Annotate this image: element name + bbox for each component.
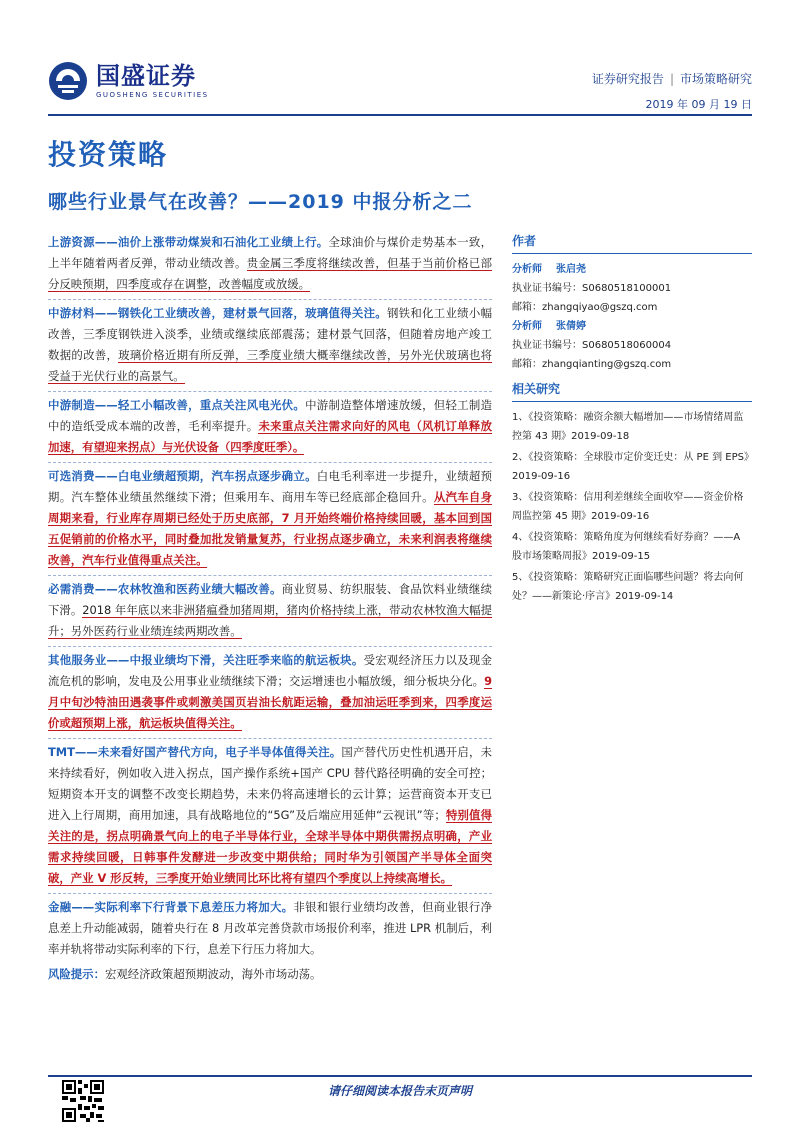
paragraph-text: 非银和银行业绩均改善，但商业银行净息差上升动能减弱，随着央行在 8 月改革完善贷款市场报价利率，推进 LPR 机制后，利率并轨将带动实际利率的下行，息差下行压力将加大。 xyxy=(48,900,492,956)
report-type: 证券研究报告 xyxy=(591,72,664,86)
report-type-line: 证券研究报告 | 市场策略研究 xyxy=(591,72,752,86)
author-block xyxy=(512,317,752,374)
paragraph-text: 钢铁和化工业绩小幅改善，三季度钢铁进入淡季，业绩或继续底部震荡；建材景气回落，但随着房地产竣工数据的改善， xyxy=(48,306,492,362)
footer-divider xyxy=(48,1075,752,1077)
related-list xyxy=(512,408,752,606)
paragraph-lead: 必需消费——农林牧渔和医药业绩大幅改善。 xyxy=(48,582,282,596)
paragraph-text: 商业贸易、纺织服装、食品饮料业绩继续下滑。 xyxy=(48,582,492,617)
related-item[interactable]: 2、《投资策略：全球股市定价变迁史：从 PE 到 EPS》2019-09-16 xyxy=(512,452,749,482)
report-title: 哪些行业景气在改善？——2019 中报分析之二 xyxy=(48,191,473,213)
analysis-paragraph xyxy=(48,964,492,985)
paragraph-underlined: 玻璃价格近期有所反弹，三季度业绩大概率继续改善，另外光伏玻璃也将受益于光伏行业的高景气。 xyxy=(48,348,492,383)
logo-name-en: GUOSHENG SECURITIES xyxy=(96,91,209,99)
related-item[interactable]: 4、《投资策略：策略角度为何继续看好券商？——A 股市场策略周报》2019-09-15 xyxy=(512,532,741,562)
author-block xyxy=(512,260,752,317)
paragraph-divider xyxy=(48,391,492,392)
paragraph-lead: 可选消费——白电业绩超预期，汽车拐点逐步确立。 xyxy=(48,469,317,483)
author-email[interactable]: 邮箱：zhangqiyao@gszq.com xyxy=(512,302,658,313)
analysis-paragraph xyxy=(48,466,492,571)
paragraph-divider xyxy=(48,462,492,463)
paragraph-highlight: 9 月中旬沙特油田遇袭事件或刺激美国页岩油长航距运输，叠加油运旺季到来，四季度运价或超预期上涨，航运板块值得关注。 xyxy=(48,674,492,730)
paragraph-highlight: 未来重点关注需求向好的风电（风机订单释放加速，有望迎来拐点）与光伏设备（四季度旺季）。 xyxy=(48,419,492,454)
main-content xyxy=(48,232,492,989)
footer-disclaimer: 请仔细阅读本报告末页声明 xyxy=(327,1084,472,1098)
paragraph-lead: TMT——未来看好国产替代方向，电子半导体值得关注。 xyxy=(48,745,342,759)
report-category-title: 投资策略 xyxy=(48,138,169,171)
analysis-paragraph xyxy=(48,395,492,458)
paragraph-text: 中游制造整体增速放缓，但轻工制造中的造纸受成本端的改善，毛利率提升。 xyxy=(48,398,492,433)
paragraph-underlined: 贵金属三季度将继续改善，但基于当前价格已部分反映预期，四季度或存在调整，改善幅度或放缓。 xyxy=(48,256,492,291)
paragraph-underlined: 2018 年年底以来非洲猪瘟叠加猪周期，猪肉价格持续上涨，带动农林牧渔大幅提升；另外医药行业业绩连续两期改善。 xyxy=(48,603,492,638)
paragraph-divider xyxy=(48,738,492,739)
paragraph-text: 宏观经济政策超预期波动，海外市场动荡。 xyxy=(104,967,322,981)
paragraph-lead: 金融——实际利率下行背景下息差压力将加大。 xyxy=(48,900,294,914)
author-cert: 执业证书编号：S0680518100001 xyxy=(512,283,672,294)
related-research-heading: 相关研究 xyxy=(512,380,752,402)
paragraph-lead: 上游资源——油价上涨带动煤炭和石油化工业绩上行。 xyxy=(48,235,329,249)
paragraph-divider xyxy=(48,646,492,647)
related-item[interactable]: 1、《投资策略：融资余额大幅增加——市场情绪周监控第 43 期》2019-09-18 xyxy=(512,412,744,442)
analyst-line: 分析师 张倩婷 xyxy=(512,321,586,332)
paragraph-highlight: 从汽车自身周期来看，行业库存周期已经处于历史底部，7 月开始终端价格持续回暖，基本回到国五促销前的价格水平，同时叠加批发销量复苏，行业拐点逐步确立，未来利润表将继续改善，汽车行业值得重点关注。 xyxy=(48,490,492,567)
analysis-paragraph xyxy=(48,579,492,642)
paragraph-highlight: 特别值得关注的是，拐点明确景气向上的电子半导体行业，全球半导体中期供需拐点明确，产业需求持续回暖，日韩事件发酵进一步改变中期供给；同时华为引领国产半导体全面突破，产业 V 形反转，三季度开始业绩同比环比将有望四个季度以上持续高增长。 xyxy=(48,808,492,885)
guosheng-logo-icon xyxy=(48,61,88,101)
paragraph-text: 国产替代历史性机遇开启，未来持续看好，例如收入进入拐点，国产操作系统+国产 CPU 替代路径明确的安全可控；短期资本开支的调整不改变长期趋势，未来仍将高速增长的云计算；运营商资本开支已进入上行周期，商用加速，具有战略地位的“5G”及后端应用延伸“云视讯”等； xyxy=(48,745,492,822)
author-cert: 执业证书编号：S0680518060004 xyxy=(512,340,672,351)
company-logo xyxy=(48,58,248,104)
analysis-paragraph xyxy=(48,303,492,387)
report-date: 2019 年 09 月 19 日 xyxy=(645,98,752,111)
paragraph-text: 受宏观经济压力以及现金流危机的影响，发电及公用事业业绩继续下滑；交运增速也小幅放缓，细分板块分化。 xyxy=(48,653,492,688)
paragraph-lead: 中游材料——钢铁化工业绩改善，建材景气回落，玻璃值得关注。 xyxy=(48,306,387,320)
analyst-line: 分析师 张启尧 xyxy=(512,264,586,275)
paragraph-divider xyxy=(48,299,492,300)
paragraph-lead: 中游制造——轻工小幅改善，重点关注风电光伏。 xyxy=(48,398,306,412)
analysis-paragraph xyxy=(48,897,492,960)
related-item[interactable]: 5、《投资策略：策略研究正面临哪些问题？将去向何处？——新策论·序言》2019-09-14 xyxy=(512,572,744,602)
author-email[interactable]: 邮箱：zhangqianting@gszq.com xyxy=(512,359,672,370)
header-divider xyxy=(48,114,752,116)
sidebar xyxy=(512,232,752,608)
report-category: 市场策略研究 xyxy=(679,72,752,86)
paragraph-text: 白电毛利率进一步提升，业绩超预期。汽车整体业绩虽然继续下滑；但乘用车、商用车等已经底部企稳回升。 xyxy=(48,469,492,504)
paragraph-text: 全球油价与煤价走势基本一致，上半年随着两者反弹，带动业绩改善。 xyxy=(48,235,492,270)
analysis-paragraph xyxy=(48,742,492,889)
paragraph-divider xyxy=(48,575,492,576)
paragraph-lead: 其他服务业——中报业绩均下滑，关注旺季来临的航运板块。 xyxy=(48,653,364,667)
related-item[interactable]: 3、《投资策略：信用利差继续全面收窄——资金价格周监控第 45 期》2019-09-16 xyxy=(512,492,744,522)
paragraph-divider xyxy=(48,893,492,894)
logo-name-cn: 国盛证券 xyxy=(96,62,196,90)
authors-heading: 作者 xyxy=(512,232,752,254)
paragraph-lead: 风险提示： xyxy=(48,967,105,981)
analysis-paragraph xyxy=(48,650,492,734)
analysis-paragraph xyxy=(48,232,492,295)
